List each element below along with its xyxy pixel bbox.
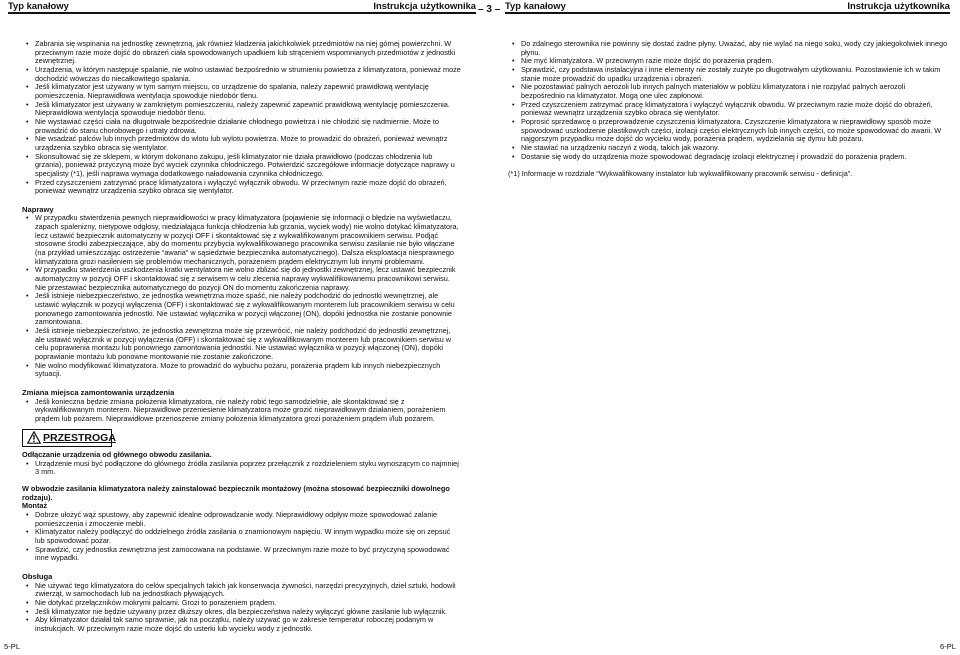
list-item: • Jeśli klimatyzator jest używany w zamkniętym pomieszczeniu, należy zapewnić zapewnić prawidłową wentylację pomieszczenia. Nieprawidłowa wentylacja spowoduje niedobór tlenu. <box>22 101 462 118</box>
list-item: • Do zdalnego sterownika nie powinny się dostać żadne płyny. Uważać, aby nie wylać na niego soku, wody czy jakiegokolwiek innego płynu. <box>508 40 948 57</box>
list-item: • Jeśli konieczna będzie zmiana położenia klimatyzatora, nie należy robić tego samodzielnie, ale skontaktować się z wykwalifikowanym monterem. Nieprawidłowe przeniesienie klimatyzatora może grozić nieprawidłowym działaniem, porażeniem prądem lub pożarem. Nieprawidłowe przenoszenie zmiany położenia klimatyzatora grozi porażeniem prądem i/lub pożarem. <box>22 398 462 424</box>
list-item: • Jeśli istnieje niebezpieczeństwo, że jednostka zewnętrzna może się przewrócić, nie należy podchodzić do jednostki zewnętrznej, ale ustawić wyłącznik w pozycji wyłączenia (OFF) i skontaktować się z wykwalifikowanym monterem lub pracownikiem serwisu w celu poprawienia montażu lub ponownego zamontowania jednostki. Nie ustawiać wyłącznika w pozycji włączonej (ON), dopóki poprawianie montażu lub ponowne montowanie nie zostanie zakończone. <box>22 327 462 362</box>
caution-lead: Odłączanie urządzenia od głównego obwodu zasilania. <box>22 450 212 459</box>
header-right-manual: Instrukcja użytkownika <box>847 0 950 11</box>
list-item: • Klimatyzator należy podłączyć do oddzielnego źródła zasilania o znamionowym napięciu. W innym wypadku może się on zepsuć lub spowodować pożar. <box>22 528 462 545</box>
caution-section <box>22 429 462 633</box>
list-item: • Nie używać tego klimatyzatora do celów specjalnych takich jak konserwacja żywności, narzędzi precyzyjnych, dzieł sztuki, hodowli zwierząt, w samochodach lub na jednostkach pływających. <box>22 582 462 599</box>
right-safety-list <box>508 40 948 161</box>
list-item: • Dostanie się wody do urządzenia może spowodować degradację izolacji elektrycznej i prowadzić do porażenia prądem. <box>508 153 948 162</box>
list-item: • Urządzenia, w którym następuje spalanie, nie wolno ustawiać bezpośrednio w strumieniu powietrza z klimatyzatora, ponieważ może dochodzić wówczas do niecałkowitego spalania. <box>22 66 462 83</box>
section-heading-zmiana: Zmiana miejsca zamontowania urządzenia <box>22 387 175 397</box>
header-right-rule <box>505 12 950 14</box>
header-left-rule <box>8 12 476 14</box>
list-item: • Urządzenie musi być podłączone do głównego źródła zasilania poprzez przełącznik z rozdzieleniem styku wynoszącym co najmniej 3 mm. <box>22 460 462 477</box>
header-left-manual: Instrukcja użytkownika <box>373 0 476 11</box>
footer-left-page: 5-PL <box>4 642 21 651</box>
footnote: (*1) Informacje w rozdziale “Wykwalifikowany instalator lub wykwalifikowany pracownik serwisu - definicja”. <box>508 169 853 179</box>
fuse-note: W obwodzie zasilania klimatyzatora należy zainstalować bezpiecznik montażowy (można stosować bezpieczniki dowolnego rodzaju). <box>22 483 450 502</box>
obsluga-list <box>22 582 462 634</box>
section-heading-naprawy: Naprawy <box>22 204 54 214</box>
list-item: • Sprawdzić, czy podstawa instalacyjna i inne elementy nie zostały zużyte po długotrwałym użytkowaniu. Pozostawienie ich w takim stanie może prowadzić do upadku urządzenia i obrażeń. <box>508 66 948 83</box>
montaz-list <box>22 511 462 563</box>
list-item: • Nie dotykać przełączników mokrymi palcami. Grozi to porażeniem prądem. <box>22 599 462 608</box>
list-item: • Nie pozostawiać palnych aerozoli lub innych palnych materiałów w pobliżu klimatyzatora i nie rozpylać palnych aerozoli bezpośrednio na klimatyzator. Mogą one ulec zapłonowi. <box>508 83 948 100</box>
list-item: • Jeśli klimatyzator nie będzie używany przez dłuższy okres, dla bezpieczeństwa należy wyłączyć główne zasilanie lub wyłącznik. <box>22 608 462 617</box>
right-page-header <box>505 0 950 15</box>
list-item: • Jeśli istnieje niebezpieczeństwo, że jednostka wewnętrzna może spaść, nie należy podchodzić do jednostki wewnętrznej, ale ustawić wyłącznik w pozycji wyłączenia (OFF) i skontaktować się z wykwalifikowanym monterem lub pracownikiem serwisu w celu ponownego zamontowania jednostki. Nie ustawiać wyłącznika w pozycji włączonej (ON), dopóki jednostka nie zostanie ponownie zamontowana. <box>22 292 462 327</box>
list-item: • Nie wsadzać palców lub innych przedmiotów do wlotu lub wylotu powietrza. Może to prowadzić do obrażeń, ponieważ wewnątrz urządzenia szybko obraca się wentylator. <box>22 135 462 152</box>
list-item: • Poprosić sprzedawcę o przeprowadzenie czyszczenia klimatyzatora. Czyszczenie klimatyzatora w nieprawidłowy sposób może spowodować uszkodzenie plastikowych części, izolacji części elektrycznych lub innych części, co może spowodować do awarii. W najgorszym przypadku może dojść do wycieku wody, porażenia prądem, wydzielania się dymu lub pożaru. <box>508 118 948 144</box>
header-right-title: Typ kanałowy <box>505 0 566 11</box>
left-page-header <box>8 0 476 15</box>
page-number: – 3 – <box>478 4 501 15</box>
list-item: • Przed czyszczeniem zatrzymać pracę klimatyzatora i wyłączyć wyłącznik obwodu. W przeciwnym razie może dojść do obrażeń, ponieważ wewnątrz urządzenia szybko obraca się wentylator. <box>508 101 948 118</box>
list-item: • Sprawdzić, czy jednostka zewnętrzna jest zamocowana na podstawie. W przeciwnym razie może to być przyczyną spowodować inne wypadki. <box>22 546 462 563</box>
list-item: • Nie myć klimatyzatora. W przeciwnym razie może dojść do porażenia prądem. <box>508 57 948 66</box>
list-item: • Dobrze ułożyć wąż spustowy, aby zapewnić idealne odprowadzanie wody. Nieprawidłowy odpływ może spowodować zalanie pomieszczenia i zmoczenie mebli. <box>22 511 462 528</box>
list-item: • Nie wolno modyfikować klimatyzatora. Może to prowadzić do wybuchu pożaru, porażenia prądem lub innych niebezpiecznych sytuacji. <box>22 362 462 379</box>
footer-right-page: 6-PL <box>939 642 956 651</box>
section-heading-obsluga: Obsługa <box>22 571 53 581</box>
left-column <box>22 40 462 424</box>
list-item: • Aby klimatyzator działał tak samo sprawnie, jak na początku, należy używać go w zakresie temperatur roboczej podanym w instrukcjach. W przeciwnym razie może dojść do usterki lub wycieku wody z jednostki. <box>22 616 462 633</box>
caution-box <box>22 429 116 447</box>
caution-title: PRZESTROGA <box>43 432 116 444</box>
section-heading-montaz: Montaż <box>22 501 48 511</box>
right-column <box>508 40 948 179</box>
header-left-title: Typ kanałowy <box>8 0 69 11</box>
list-item: • W przypadku stwierdzenia pewnych nieprawidłowości w pracy klimatyzatora (pojawienie się informacji o błędzie na wyświetlaczu, zapach spalenizny, nietypowe odgłosy, niedziałająca funkcja chłodzenia lub grzania, wyciek wody) nie wolno dotykać klimatyzatora, lecz ustawić bezpiecznik automatyczny w pozycji OFF i skontaktować się z wykwalifikowanym pracownikiem serwisu. Podjąć stosowne środki zabezpieczające, aby do momentu przybycia wykwalifikowanego pracownika serwisu zasilanie nie było włączane (na przykład umieszczając ostrzeżenie “awaria” w sąsiedztwie bezpiecznika automatycznego). Dalsza eksploatacja niesprawnego klimatyzatora grozi nasileniem się problemów mechanicznych, porażeniem prądem elektrycznym lub innymi problemami. <box>22 214 462 266</box>
caution-lead-list <box>22 460 462 477</box>
list-item: • W przypadku stwierdzenia uszkodzenia kratki wentylatora nie wolno zbliżać się do jednostki zewnętrznej, lecz ustawić bezpiecznik automatyczny w pozycji OFF i skontaktować się z serwisem w celu zlecenia naprawy wykwalifikowanemu pracownikowi serwisu. Nie przestawiać bezpiecznika automatycznego do pozycji ON do momentu zakończenia naprawy. <box>22 266 462 292</box>
list-item: • Nie stawiać na urządzeniu naczyń z wodą, takich jak wazony. <box>508 144 948 153</box>
list-item: • Jeśli klimatyzator jest używany w tym samym miejscu, co urządzenie do spalania, należy zapewnić prawidłową wentylację pomieszczenia. Nieprawidłowa wentylacja spowoduje niedobór tlenu. <box>22 83 462 100</box>
list-item: • Przed czyszczeniem zatrzymać pracę klimatyzatora i wyłączyć wyłącznik obwodu. W przeciwnym razie może dojść do obrażeń, ponieważ wewnątrz urządzenia szybko obraca się wentylator. <box>22 179 462 196</box>
list-item: • Nie wystawiać części ciała na długotrwałe bezpośrednie działanie chłodnego powietrza i nie chłodzić się nadmiernie. Może to prowadzić do stanu chorobowego i utraty zdrowia. <box>22 118 462 135</box>
list-item: • Skonsultować się ze sklepem, w którym dokonano zakupu, jeśli klimatyzator nie działa prawidłowo (podczas chłodzenia lub grzania), ponieważ przyczyną może być wyciek czynnika chłodniczego. Potwierdzić szczegółowe informacje dotyczące naprawy u specjalisty (*1), jeśli naprawa wymaga dodatkowego naładowania czynnika chłodniczego. <box>22 153 462 179</box>
left-safety-list <box>22 40 462 196</box>
naprawy-list <box>22 214 462 378</box>
list-item: • Zabrania się wspinania na jednostkę zewnętrzną, jak również kładzenia jakichkolwiek przedmiotów na niej górnej powierzchni. W przeciwnym razie może dojść do obrażeń ciała spowodowanych upadkiem lub strąceniem wspomnianych przedmiotów z jednostki zewnętrznej. <box>22 40 462 66</box>
zmiana-list <box>22 398 462 424</box>
warning-triangle-icon <box>27 431 41 444</box>
